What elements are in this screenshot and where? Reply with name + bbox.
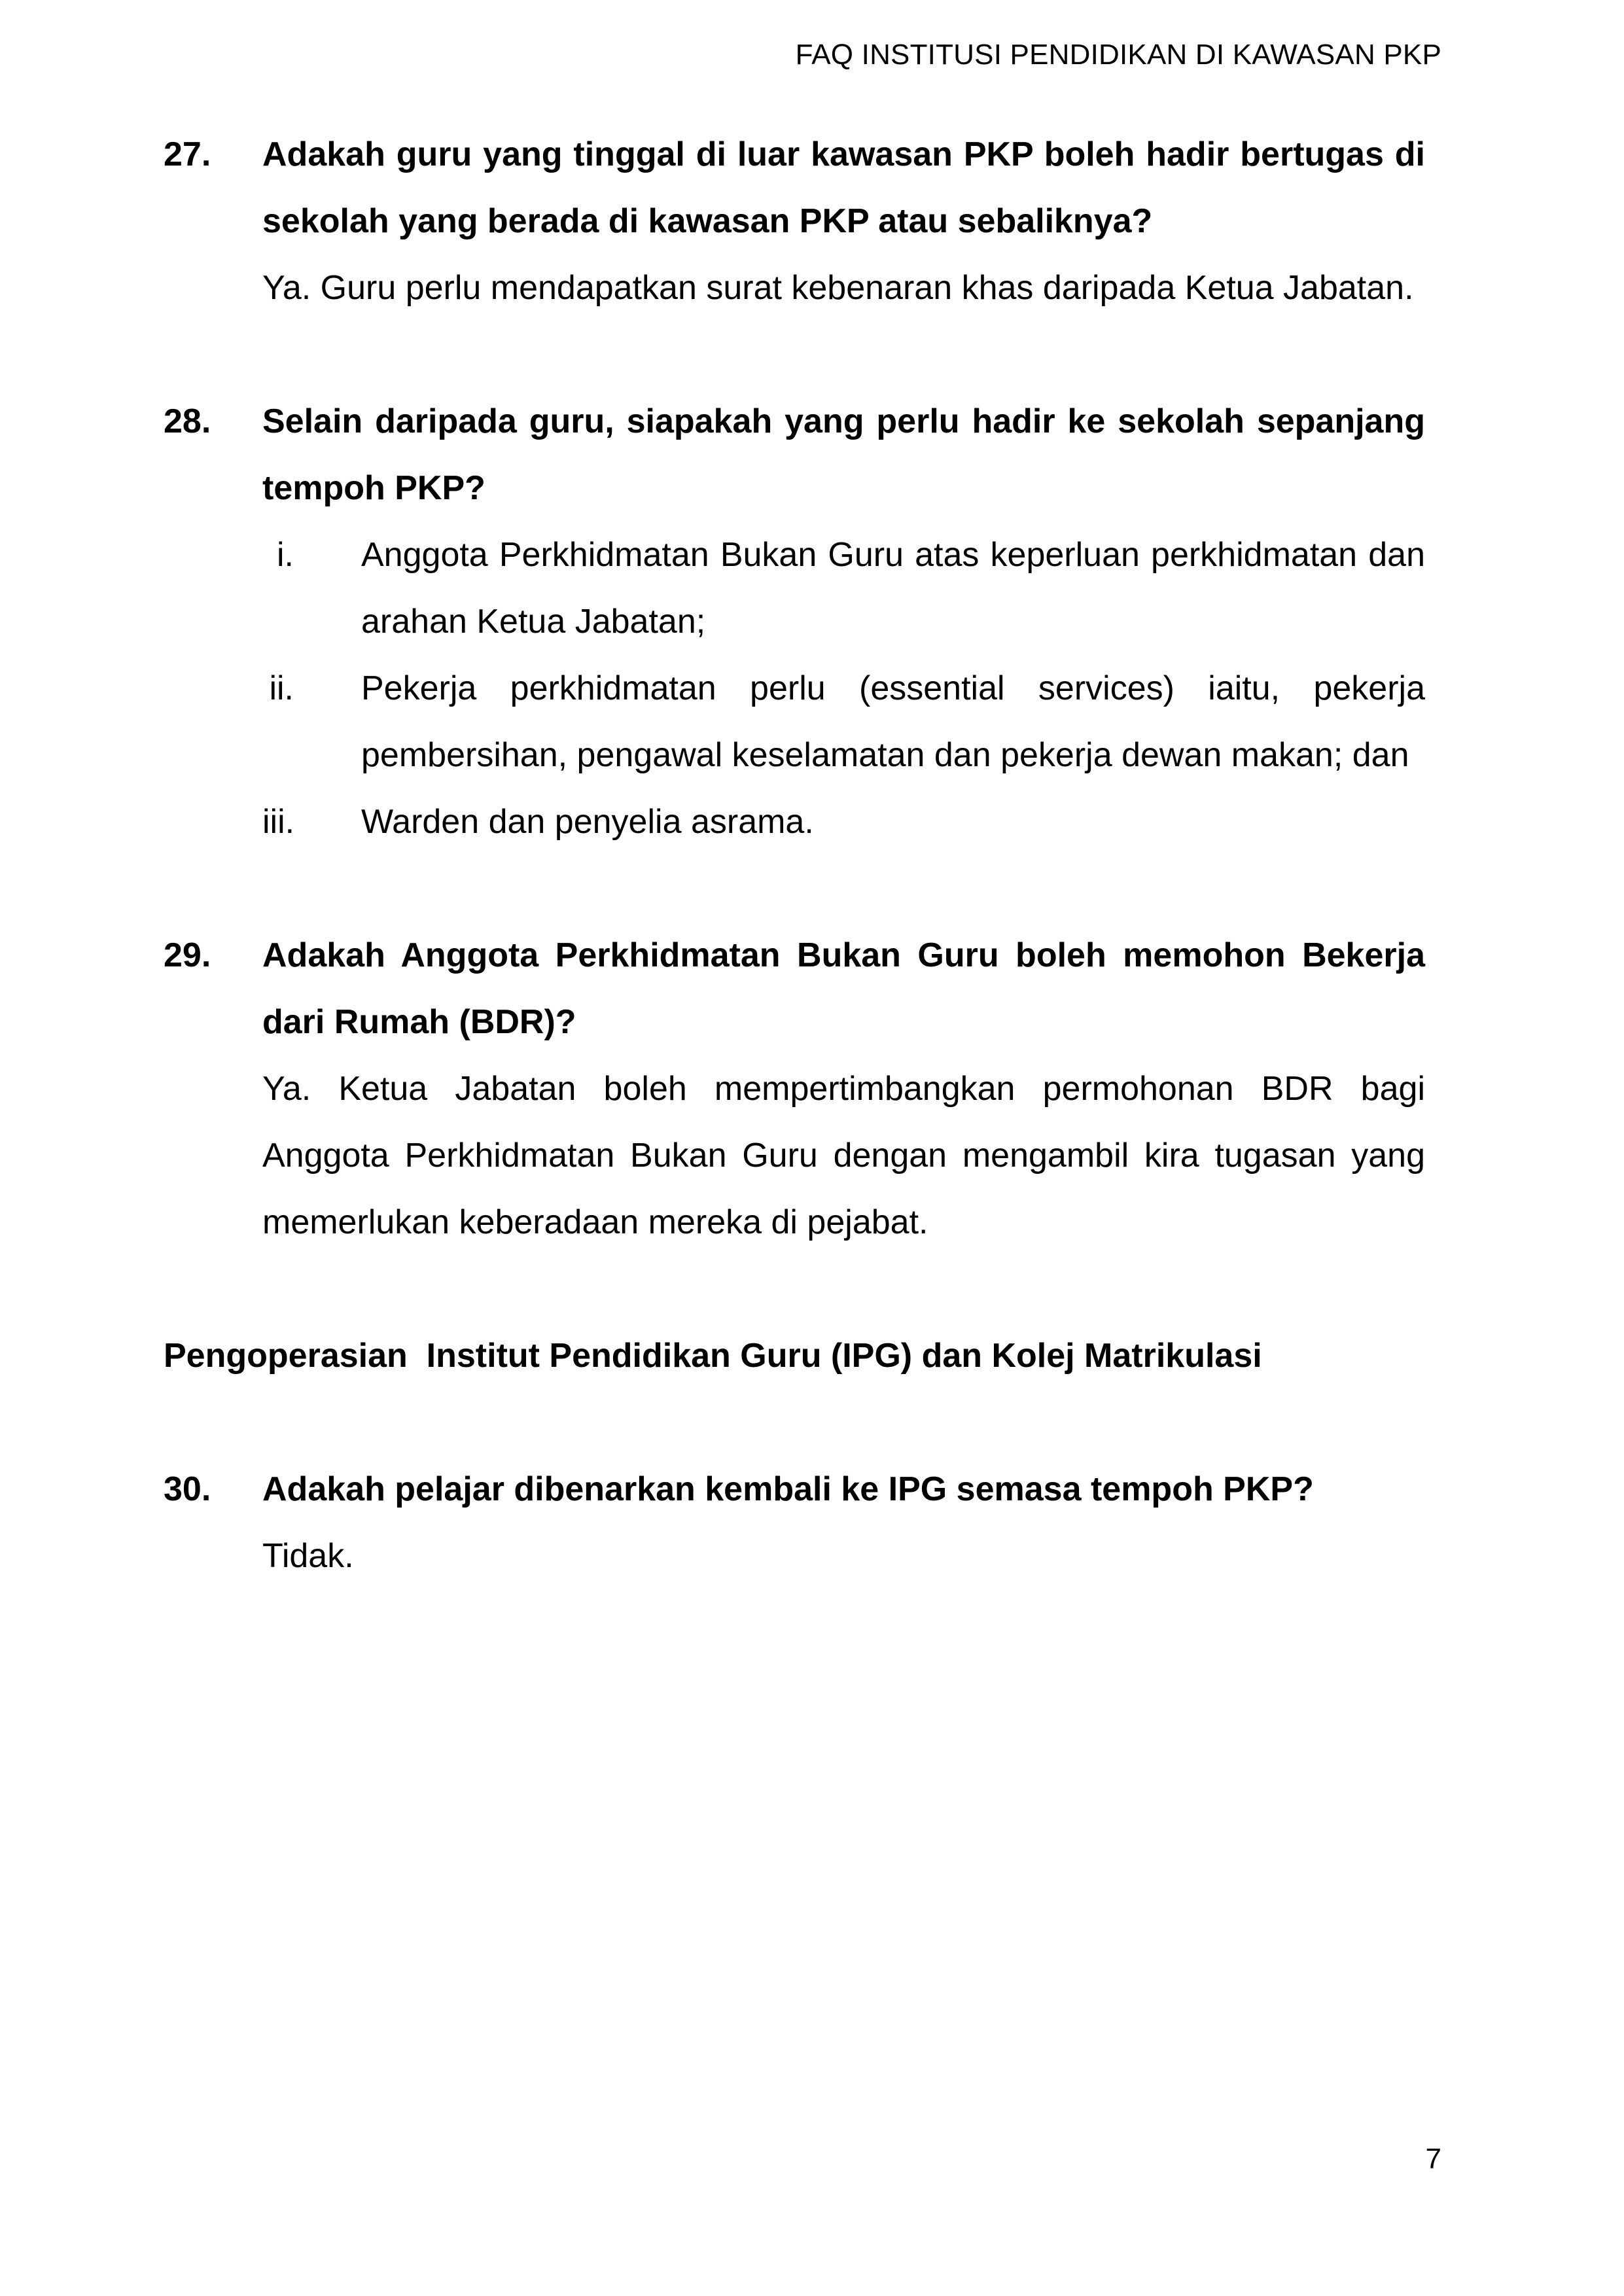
list-item-text: Anggota Perkhidmatan Bukan Guru atas keperluan perkhidmatan dan arahan Ketua Jabatan; bbox=[361, 536, 1425, 641]
faq-question: Adakah pelajar dibenarkan kembali ke IPG semasa tempoh PKP? bbox=[262, 1470, 1314, 1508]
list-numeral: i. bbox=[277, 536, 294, 574]
spacer bbox=[164, 321, 1425, 388]
spacer bbox=[164, 1256, 1425, 1322]
faq-item-28 bbox=[164, 388, 1425, 855]
list-item bbox=[262, 788, 1425, 855]
list-item-text: Warden dan penyelia asrama. bbox=[361, 803, 814, 841]
faq-number: 29. bbox=[164, 936, 211, 974]
faq-body bbox=[262, 388, 1425, 855]
list-item bbox=[262, 521, 1425, 655]
faq-answer: Ya. Ketua Jabatan boleh mempertimbangkan permohonan BDR bagi Anggota Perkhidmatan Bukan Guru dengan mengambil kira tugasan yang memerlukan keberadaan mereka di pejabat. bbox=[262, 1070, 1425, 1241]
faq-question: Adakah guru yang tinggal di luar kawasan PKP boleh hadir bertugas di sekolah yang berada di kawasan PKP atau sebaliknya? bbox=[262, 135, 1425, 240]
faq-item-27 bbox=[164, 121, 1425, 321]
faq-body bbox=[262, 1456, 1425, 1589]
faq-number: 27. bbox=[164, 135, 211, 173]
section-title: Pengoperasian Institut Pendidikan Guru (IPG) dan Kolej Matrikulasi bbox=[164, 1337, 1262, 1375]
faq-question: Adakah Anggota Perkhidmatan Bukan Guru boleh memohon Bekerja dari Rumah (BDR)? bbox=[262, 936, 1425, 1041]
faq-item-29 bbox=[164, 922, 1425, 1256]
faq-answer: Ya. Guru perlu mendapatkan surat kebenaran khas daripada Ketua Jabatan. bbox=[262, 269, 1414, 307]
page-header: FAQ INSTITUSI PENDIDIKAN DI KAWASAN PKP bbox=[795, 39, 1441, 71]
list-item bbox=[262, 655, 1425, 788]
faq-body bbox=[262, 922, 1425, 1256]
list-numeral: iii. bbox=[262, 803, 295, 841]
faq-item-30 bbox=[164, 1456, 1425, 1589]
faq-answer: Tidak. bbox=[262, 1537, 354, 1575]
list-numeral: ii. bbox=[269, 669, 294, 707]
spacer bbox=[164, 855, 1425, 922]
faq-answer-list bbox=[262, 521, 1425, 855]
spacer bbox=[164, 1389, 1425, 1456]
faq-question: Selain daripada guru, siapakah yang perlu hadir ke sekolah sepanjang tempoh PKP? bbox=[262, 402, 1425, 507]
faq-number: 30. bbox=[164, 1470, 211, 1508]
page-number: 7 bbox=[1425, 2143, 1441, 2175]
faq-number: 28. bbox=[164, 402, 211, 440]
faq-body bbox=[262, 121, 1425, 321]
document-body bbox=[164, 121, 1425, 1589]
list-item-text: Pekerja perkhidmatan perlu (essential services) iaitu, pekerja pembersihan, pengawal keselamatan dan pekerja dewan makan; dan bbox=[361, 669, 1425, 774]
